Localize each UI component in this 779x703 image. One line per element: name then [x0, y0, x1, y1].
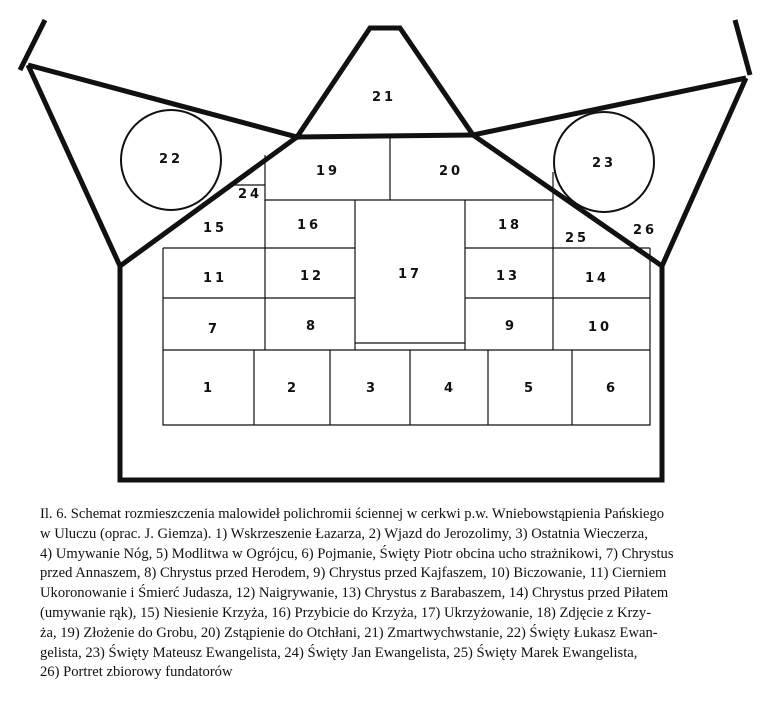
- crossbar: [297, 135, 473, 137]
- field-label-21: 21: [371, 90, 397, 105]
- field-label-15: 15: [202, 221, 228, 236]
- caption-line: 26) Portret zbiorowy fundatorów: [40, 664, 233, 681]
- field-label-24: 24: [237, 187, 263, 202]
- field-label-8: 8: [305, 319, 319, 334]
- field-label-22: 22: [158, 152, 184, 167]
- figure-caption: [40, 505, 770, 683]
- caption-line: gelista, 23) Święty Mateusz Ewangelista, 24) Święty Jan Ewangelista, 25) Święty Marek Ewangelista,: [40, 644, 638, 661]
- field-label-6: 6: [605, 381, 619, 396]
- field-label-7: 7: [207, 322, 221, 337]
- field-label-5: 5: [523, 381, 537, 396]
- field-label-10: 10: [587, 320, 613, 335]
- field-label-3: 3: [365, 381, 379, 396]
- caption-line: w Uluczu (oprac. J. Giemza). 1) Wskrzeszenie Łazarza, 2) Wjazd do Jerozolimy, 3) Ostatnia Wieczerza,: [40, 525, 648, 542]
- field-label-23: 23: [591, 156, 617, 171]
- left-wing-outline: [20, 20, 297, 266]
- field-label-2: 2: [286, 381, 300, 396]
- caption-line: przed Annaszem, 8) Chrystus przed Herodem, 9) Chrystus przed Kajfaszem, 10) Biczowanie, 11) Cierniem: [40, 565, 667, 582]
- field-label-4: 4: [443, 381, 457, 396]
- field-label-19: 19: [315, 164, 341, 179]
- caption-line: ża, 19) Złożenie do Grobu, 20) Zstąpienie do Otchłani, 21) Zmartwychwstanie, 22) Święty Łukasz Ewan-: [40, 624, 658, 641]
- field-label-17: 17: [397, 267, 423, 282]
- caption-line: 4) Umywanie Nóg, 5) Modlitwa w Ogrójcu, 6) Pojmanie, Święty Piotr obcina ucho strażnikowi, 7) Chrystus: [40, 545, 674, 562]
- field-label-14: 14: [584, 271, 610, 286]
- field-label-16: 16: [296, 218, 322, 233]
- outline: [20, 20, 750, 480]
- caption-line: Ukoronowanie i Śmierć Judasza, 12) Naigrywanie, 13) Chrystus z Barabaszem, 14) Chrystus przed Piłatem: [40, 585, 669, 602]
- caption-line: (umywanie rąk), 15) Niesienie Krzyża, 16) Przybicie do Krzyża, 17) Ukrzyżowanie, 18) Zdjęcie z Krzy-: [40, 604, 652, 621]
- field-label-25: 25: [564, 231, 590, 246]
- field-label-26: 26: [632, 223, 658, 238]
- field-label-13: 13: [495, 269, 521, 284]
- field-label-9: 9: [504, 319, 518, 334]
- field-label-11: 11: [202, 271, 228, 286]
- caption-line: Il. 6. Schemat rozmieszczenia malowideł polichromii ściennej w cerkwi p.w. Wniebowstąpienia Pańskiego: [40, 506, 665, 522]
- field-label-18: 18: [497, 218, 523, 233]
- field-label-1: 1: [202, 381, 216, 396]
- field-label-12: 12: [299, 269, 325, 284]
- field-label-20: 20: [438, 164, 464, 179]
- pediment-outline: [28, 28, 746, 137]
